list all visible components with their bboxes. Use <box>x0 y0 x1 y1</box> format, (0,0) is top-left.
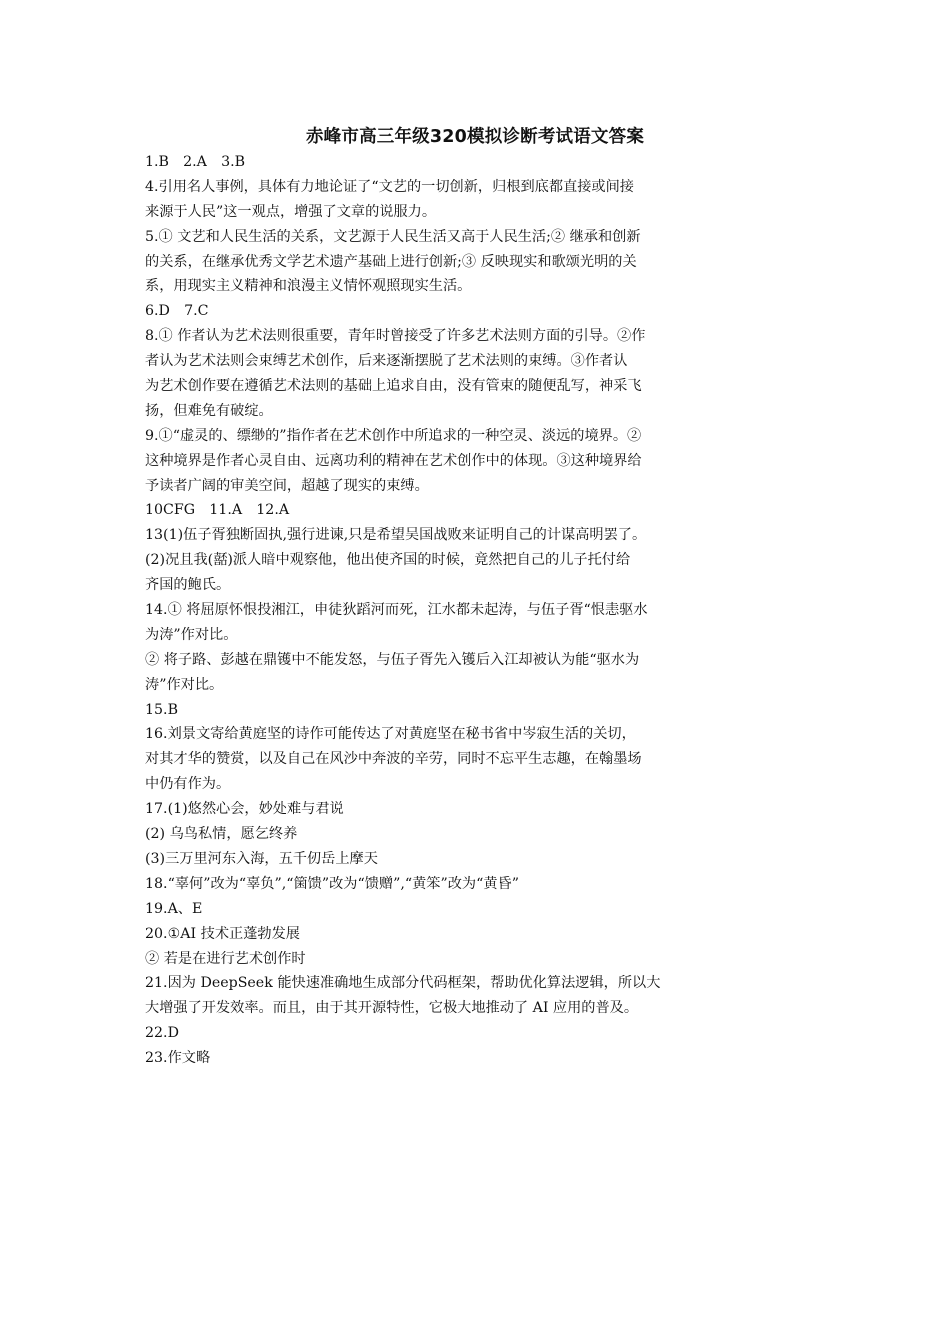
answer-line: 14.① 将屈原怀恨投湘江，申徒狄蹈河而死，江水都未起涛，与伍子胥“恨恚驱水 <box>145 602 648 619</box>
answer-line: 大增强了开发效率。而且，由于其开源特性，它极大地推动了 AI 应用的普及。 <box>145 1000 639 1017</box>
answer-line: 扬，但难免有破绽。 <box>145 402 273 419</box>
answer-body <box>145 150 760 1071</box>
answer-line: 8.① 作者认为艺术法则很重要，青年时曾接受了许多艺术法则方面的引导。②作 <box>145 328 646 345</box>
answer-line: 1.B 2.A 3.B <box>145 154 246 170</box>
answer-line: 5.① 文艺和人民生活的关系，文艺源于人民生活又高于人民生活;② 继承和创新 <box>145 228 641 245</box>
answer-line: 的关系，在继承优秀文学艺术遗产基础上进行创新;③ 反映现实和歌颂光明的关 <box>145 253 637 270</box>
answer-line: 23.作文略 <box>145 1050 211 1067</box>
answer-line: (2) 乌鸟私情，愿乞终养 <box>145 826 298 843</box>
answer-line: 22.D <box>145 1025 179 1042</box>
answer-line: 者认为艺术法则会束缚艺术创作，后来逐渐摆脱了艺术法则的束缚。③作者认 <box>145 353 628 370</box>
answer-line: 13(1)伍子胥独断固执,强行进谏,只是希望吴国战败来证明自己的计谋高明罢了。 <box>145 527 647 544</box>
answer-line: ② 将子路、彭越在鼎镬中不能发怒，与伍子胥先入镬后入江却被认为能“驱水为 <box>145 651 640 668</box>
answer-line: 20.①AI 技术正蓬勃发展 <box>145 925 300 942</box>
answer-line: 21.因为 DeepSeek 能快速准确地生成部分代码框架，帮助优化算法逻辑，所以大 <box>145 975 661 992</box>
answer-line: 4.引用名人事例，具体有力地论证了“文艺的一切创新，归根到底都直接或间接 <box>145 178 634 195</box>
answer-line: 15.B <box>145 701 178 718</box>
answer-line: 为艺术创作要在遵循艺术法则的基础上追求自由，没有管束的随便乱写，神采飞 <box>145 378 642 395</box>
answer-line: 17.(1)悠然心会，妙处难与君说 <box>145 801 344 818</box>
answer-line: 6.D 7.C <box>145 303 209 320</box>
answer-line: (3)三万里河东入海，五千仞岳上摩天 <box>145 850 378 867</box>
answer-line: 18.“辜何”改为“辜负”,“箘馈”改为“馈赠”,“黄笨”改为“黄昏” <box>145 875 519 892</box>
answer-line: 19.A、E <box>145 900 203 917</box>
answer-line: 来源于人民”这一观点，增强了文章的说服力。 <box>145 203 437 220</box>
answer-line: 齐国的鲍氏。 <box>145 577 231 594</box>
answer-line: ② 若是在进行艺术创作时 <box>145 950 306 967</box>
answer-line: (2)况且我(嚭)派人暗中观察他，他出使齐国的时候，竟然把自己的儿子托付给 <box>145 552 631 569</box>
answer-line: 为涛”作对比。 <box>145 626 238 643</box>
answer-line: 9.①“虚灵的、缥缈的”指作者在艺术创作中所追求的一种空灵、淡远的境界。② <box>145 427 642 444</box>
answer-line: 对其才华的赞赏，以及自己在风沙中奔波的辛劳，同时不忘平生志趣，在翰墨场 <box>145 751 642 768</box>
answer-line: 10CFG 11.A 12.A <box>145 502 290 519</box>
answer-line: 予读者广阔的审美空间，超越了现实的束缚。 <box>145 477 429 494</box>
document-title: 赤峰市高三年级320模拟诊断考试语文答案 <box>305 127 645 147</box>
answer-line: 中仍有作为。 <box>145 776 231 793</box>
answer-line: 涛”作对比。 <box>145 676 224 693</box>
answer-line: 系，用现实主义精神和浪漫主义情怀观照现实生活。 <box>145 278 472 295</box>
answer-line: 16.刘景文寄给黄庭坚的诗作可能传达了对黄庭坚在秘书省中岑寂生活的关切， <box>145 726 636 743</box>
answer-line: 这种境界是作者心灵自由、远离功利的精神在艺术创作中的体现。③这种境界给 <box>145 452 642 469</box>
